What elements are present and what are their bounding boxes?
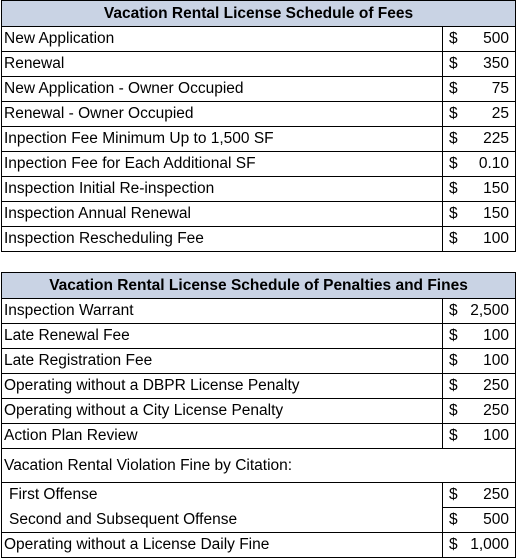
- currency-symbol: $: [449, 205, 458, 222]
- citation-amount: 250: [483, 486, 510, 503]
- table-row: [2, 177, 516, 202]
- penalty-label: Late Registration Fee: [2, 349, 443, 374]
- citation-label: Second and Subsequent Offense: [2, 508, 443, 533]
- daily-fine-amount: 1,000: [470, 536, 510, 553]
- currency-symbol: $: [449, 511, 458, 528]
- fee-amount-cell: [443, 27, 516, 52]
- table-row: [2, 52, 516, 77]
- penalty-amount-cell: [443, 299, 516, 324]
- penalties-table: [1, 272, 516, 449]
- citation-amount: 500: [483, 511, 510, 528]
- fees-header-row: [2, 1, 516, 27]
- penalty-label: Inspection Warrant: [2, 299, 443, 324]
- table-row: [2, 227, 516, 252]
- fee-label: Renewal: [2, 52, 443, 77]
- penalty-amount: 250: [483, 377, 510, 394]
- fee-amount-cell: [443, 77, 516, 102]
- fee-label: New Application: [2, 27, 443, 52]
- fee-amount: 25: [491, 105, 509, 122]
- table-row: [2, 349, 516, 374]
- currency-symbol: $: [449, 55, 458, 72]
- penalty-label: Operating without a City License Penalty: [2, 399, 443, 424]
- currency-symbol: $: [449, 402, 458, 419]
- daily-fine-amount-cell: [443, 533, 516, 558]
- table-row: [2, 374, 516, 399]
- table-row: [2, 533, 516, 558]
- table-row: [2, 27, 516, 52]
- fee-amount: 350: [483, 55, 509, 72]
- penalty-amount: 250: [483, 402, 510, 419]
- citation-heading: Vacation Rental Violation Fine by Citation:: [2, 449, 516, 483]
- fee-amount: 0.10: [478, 155, 509, 172]
- table-row: [2, 424, 516, 449]
- section-spacer: [0, 252, 516, 272]
- fee-amount-cell: [443, 127, 516, 152]
- table-row: [2, 102, 516, 127]
- penalty-amount: 2,500: [470, 302, 510, 319]
- fee-amount: 150: [483, 205, 509, 222]
- penalty-amount: 100: [483, 427, 510, 444]
- fee-label: Inspection Annual Renewal: [2, 202, 443, 227]
- currency-symbol: $: [449, 80, 458, 97]
- fees-table: [1, 0, 516, 252]
- table-row: [2, 77, 516, 102]
- fee-amount: 225: [483, 130, 509, 147]
- fee-label: Inspection Initial Re-inspection: [2, 177, 443, 202]
- fee-label: New Application - Owner Occupied: [2, 77, 443, 102]
- penalty-label: Late Renewal Fee: [2, 324, 443, 349]
- fee-amount-cell: [443, 102, 516, 127]
- fee-amount-cell: [443, 227, 516, 252]
- table-row: [2, 399, 516, 424]
- currency-symbol: $: [449, 486, 458, 503]
- fee-label: Inpection Fee for Each Additional SF: [2, 152, 443, 177]
- currency-symbol: $: [449, 377, 458, 394]
- fee-label: Inpection Fee Minimum Up to 1,500 SF: [2, 127, 443, 152]
- currency-symbol: $: [449, 105, 458, 122]
- citation-heading-row: [2, 449, 516, 483]
- currency-symbol: $: [449, 352, 458, 369]
- penalty-amount-cell: [443, 374, 516, 399]
- table-row: [2, 299, 516, 324]
- fee-label: Inspection Rescheduling Fee: [2, 227, 443, 252]
- table-row: [2, 152, 516, 177]
- currency-symbol: $: [449, 155, 458, 172]
- currency-symbol: $: [449, 302, 458, 319]
- currency-symbol: $: [449, 130, 458, 147]
- penalty-amount: 100: [483, 327, 510, 344]
- penalty-amount-cell: [443, 399, 516, 424]
- table-row: [2, 508, 516, 533]
- fee-amount: 75: [491, 80, 509, 97]
- penalty-amount-cell: [443, 324, 516, 349]
- fee-amount-cell: [443, 152, 516, 177]
- penalty-label: Action Plan Review: [2, 424, 443, 449]
- penalty-label: Operating without a DBPR License Penalty: [2, 374, 443, 399]
- fees-title: Vacation Rental License Schedule of Fees: [2, 1, 516, 27]
- penalties-title: Vacation Rental License Schedule of Penalties and Fines: [2, 273, 516, 299]
- fee-amount-cell: [443, 52, 516, 77]
- citation-table: [1, 449, 516, 558]
- table-row: [2, 202, 516, 227]
- fee-amount-cell: [443, 202, 516, 227]
- penalties-header-row: [2, 273, 516, 299]
- penalty-amount: 100: [483, 352, 510, 369]
- fee-amount-cell: [443, 177, 516, 202]
- table-row: [2, 127, 516, 152]
- penalty-amount-cell: [443, 349, 516, 374]
- fee-label: Renewal - Owner Occupied: [2, 102, 443, 127]
- citation-label: First Offense: [2, 483, 443, 508]
- fee-amount: 150: [483, 180, 509, 197]
- currency-symbol: $: [449, 327, 458, 344]
- currency-symbol: $: [449, 536, 458, 553]
- daily-fine-label: Operating without a License Daily Fine: [2, 533, 443, 558]
- currency-symbol: $: [449, 230, 458, 247]
- citation-amount-cell: [443, 508, 516, 533]
- table-row: [2, 324, 516, 349]
- fee-amount: 100: [483, 230, 509, 247]
- penalty-amount-cell: [443, 424, 516, 449]
- citation-amount-cell: [443, 483, 516, 508]
- currency-symbol: $: [449, 180, 458, 197]
- currency-symbol: $: [449, 30, 458, 47]
- table-row: [2, 483, 516, 508]
- currency-symbol: $: [449, 427, 458, 444]
- fee-amount: 500: [483, 30, 509, 47]
